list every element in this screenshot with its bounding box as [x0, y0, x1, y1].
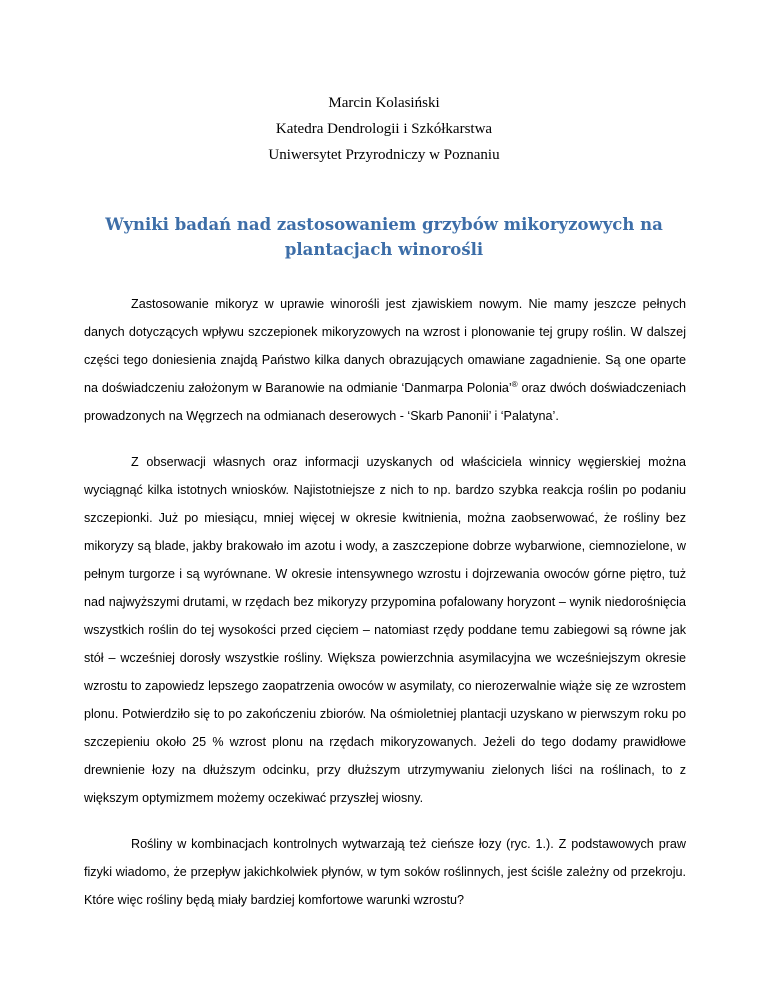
title-line-1: Wyniki badań nad zastosowaniem grzybów mikoryzowych na — [105, 215, 663, 234]
university-name: Uniwersytet Przyrodniczy w Poznaniu — [268, 147, 500, 163]
author-name: Marcin Kolasiński — [328, 95, 440, 111]
paragraph-1 — [84, 290, 686, 430]
paragraph-3: Rośliny w kombinacjach kontrolnych wytwarzają też cieńsze łozy (ryc. 1.). Z podstawowych praw fizyki wiadomo, że przepływ jakichkolwiek płynów, w tym soków roślinnych, jest ściśle zależny od przekroju. Które więc rośliny będą miały bardziej komfortowe warunki wzrostu? — [84, 837, 686, 907]
title-line-2: plantacjach winorośli — [284, 240, 484, 259]
document-title — [100, 212, 668, 262]
paragraph-1-text-a: Zastosowanie mikoryz w uprawie winorośli jest zjawiskiem nowym. Nie mamy jeszcze pełnych danych dotyczących wpływu szczepionek mikoryzowych na wzrost i plonowanie tej grupy roślin. W dalszej części tego doniesienia znajdą Państwo kilka danych obrazujących omawiane zagadnienie. Są one oparte na doświadczeniu założonym w Baranowie na odmianie ‘Danmarpa Polonia’ — [84, 297, 686, 395]
paragraph-2: Z obserwacji własnych oraz informacji uzyskanych od właściciela winnicy węgierskiej można wyciągnąć kilka istotnych wniosków. Najistotniejsze z nich to np. bardzo szybka reakcja roślin po podaniu szczepionki. Już po miesiącu, mniej więcej w okresie kwitnienia, można zaobserwować, że rośliny bez mikoryzy są blade, jakby brakowało im azotu i wody, a zaszczepione dobrze wybarwione, ciemnozielone, w pełnym turgorze i są wyrównane. W okresie intensywnego wzrostu i dojrzewania owoców górne piętro, tuż nad najwyższymi drutami, w rzędach bez mikoryzy przypomina pofalowany horyzont – wynik niedorośnięcia wszystkich roślin do tej wysokości przed cięciem – natomiast rzędy poddane temu zabiegowi są równe jak stół – wcześniej dorosły wszystkie rośliny. Większa powierzchnia asymilacyjna we wcześniejszym okresie wzrostu to zapowiedz lepszego zaopatrzenia owoców w asymilaty, co nierozerwalnie wiąże się ze wzrostem plonu. Potwierdziło się to po zakończeniu zbiorów. Na ośmioletniej plantacji uzyskano w pierwszym roku po szczepieniu około 25 % wzrost plonu na rzędach mikoryzowanych. Jeżeli do tego dodamy prawidłowe drewnienie łozy na dłuższym odcinku, przy dłuższym utrzymywaniu zielonych liści na roślinach, to z większym optymizmem możemy oczekiwać przyszłej wiosny. — [84, 455, 686, 805]
document-body — [84, 290, 686, 932]
registered-mark: ® — [511, 379, 518, 389]
paragraph-1-text-b: oraz dwóch doświadczeniach prowadzonych na Węgrzech na odmianach deserowych - ‘Skarb Panonii’ i ‘Palatyna’. — [84, 381, 686, 423]
document-header — [0, 90, 768, 168]
department-name: Katedra Dendrologii i Szkółkarstwa — [275, 121, 493, 137]
